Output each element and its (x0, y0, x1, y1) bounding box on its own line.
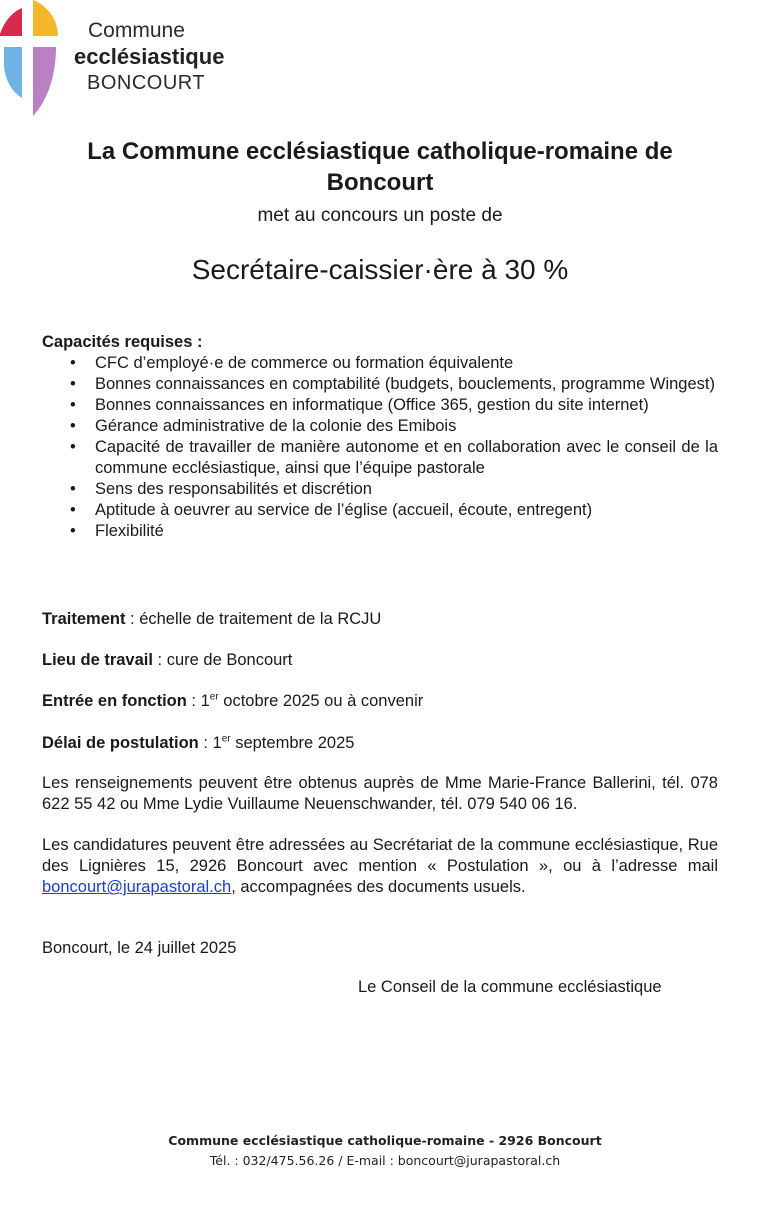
application-paragraph: Les candidatures peuvent être adressées au Secrétariat de la commune ecclésiastique, Rue des Lignières 15, 2926 Boncourt avec mention « Postulation », ou à l’adresse mail boncourt@jurapastoral.ch, accompagnées des documents usuels. (42, 836, 718, 896)
job-position: Secrétaire-caissier·ère à 30 % (191, 254, 569, 285)
bullet-icon: • (70, 396, 76, 414)
workplace-value: : cure de Boncourt (152, 651, 293, 669)
requirement-item: • Sens des responsabilités et discrétion (70, 480, 372, 498)
logo-line-commune: Commune (88, 19, 185, 42)
signature: Le Conseil de la commune ecclésiastique (358, 978, 662, 996)
salary-line (42, 609, 718, 630)
bullet-icon: • (70, 354, 76, 372)
logo-text (74, 18, 224, 96)
bullet-icon: • (70, 522, 76, 540)
workplace-label: Lieu de travail (42, 651, 153, 669)
start-date-line: Entrée en fonction : 1er octobre 2025 ou à convenir (42, 691, 424, 710)
cross-logo-icon (0, 0, 70, 120)
logo-line-boncourt: BONCOURT (87, 72, 206, 94)
document-title: La Commune ecclésiastique catholique-romaine de Boncourt (87, 138, 673, 196)
salary-value: : échelle de traitement de la RCJU (125, 610, 382, 628)
document-subtitle: met au concours un poste de (257, 205, 503, 226)
deadline-line: Délai de postulation : 1er septembre 2025 (42, 733, 355, 752)
requirement-item: • Bonnes connaissances en informatique (Office 365, gestion du site internet) (70, 396, 649, 414)
bullet-icon: • (70, 501, 76, 519)
workplace-line (42, 650, 718, 671)
bullet-icon: • (70, 417, 76, 435)
salary-label: Traitement (42, 610, 126, 628)
requirement-item: • CFC d’employé·e de commerce ou formation équivalente (70, 354, 514, 372)
requirement-item: • Aptitude à oeuvrer au service de l’église (accueil, écoute, entregent) (70, 501, 593, 519)
bullet-icon: • (70, 375, 76, 393)
footer-organization: Commune ecclésiastique catholique-romaine - 2926 Boncourt (168, 1133, 602, 1148)
requirement-item: • Capacité de travailler de manière autonome et en collaboration avec le conseil de la commune ecclésiastique, ainsi que l’équipe pastorale (70, 438, 718, 477)
requirement-item: • Bonnes connaissances en comptabilité (budgets, bouclements, programme Wingest) (70, 375, 715, 393)
requirements-list (42, 353, 718, 542)
logo (0, 0, 230, 120)
contact-paragraph: Les renseignements peuvent être obtenus auprès de Mme Marie-France Ballerini, tél. 078 622 55 42 ou Mme Lydie Vuillaume Neuenschwander, tél. 079 540 06 16. (42, 774, 718, 813)
date-line: Boncourt, le 24 juillet 2025 (42, 939, 237, 957)
footer (0, 1131, 770, 1171)
requirements-section (42, 332, 718, 542)
start-label: Entrée en fonction (42, 692, 187, 710)
logo-line-ecclesiastique: ecclésiastique (74, 44, 225, 69)
requirement-item: • Flexibilité (70, 522, 164, 540)
email-link[interactable]: boncourt@jurapastoral.ch (42, 878, 232, 896)
requirements-heading: Capacités requises : (42, 333, 203, 351)
footer-contact: Tél. : 032/475.56.26 / E-mail : boncourt@jurapastoral.ch (209, 1153, 561, 1168)
bullet-icon: • (70, 480, 76, 498)
requirement-item: • Gérance administrative de la colonie des Emibois (70, 417, 457, 435)
deadline-label: Délai de postulation (42, 734, 199, 752)
bullet-icon: • (70, 438, 76, 456)
